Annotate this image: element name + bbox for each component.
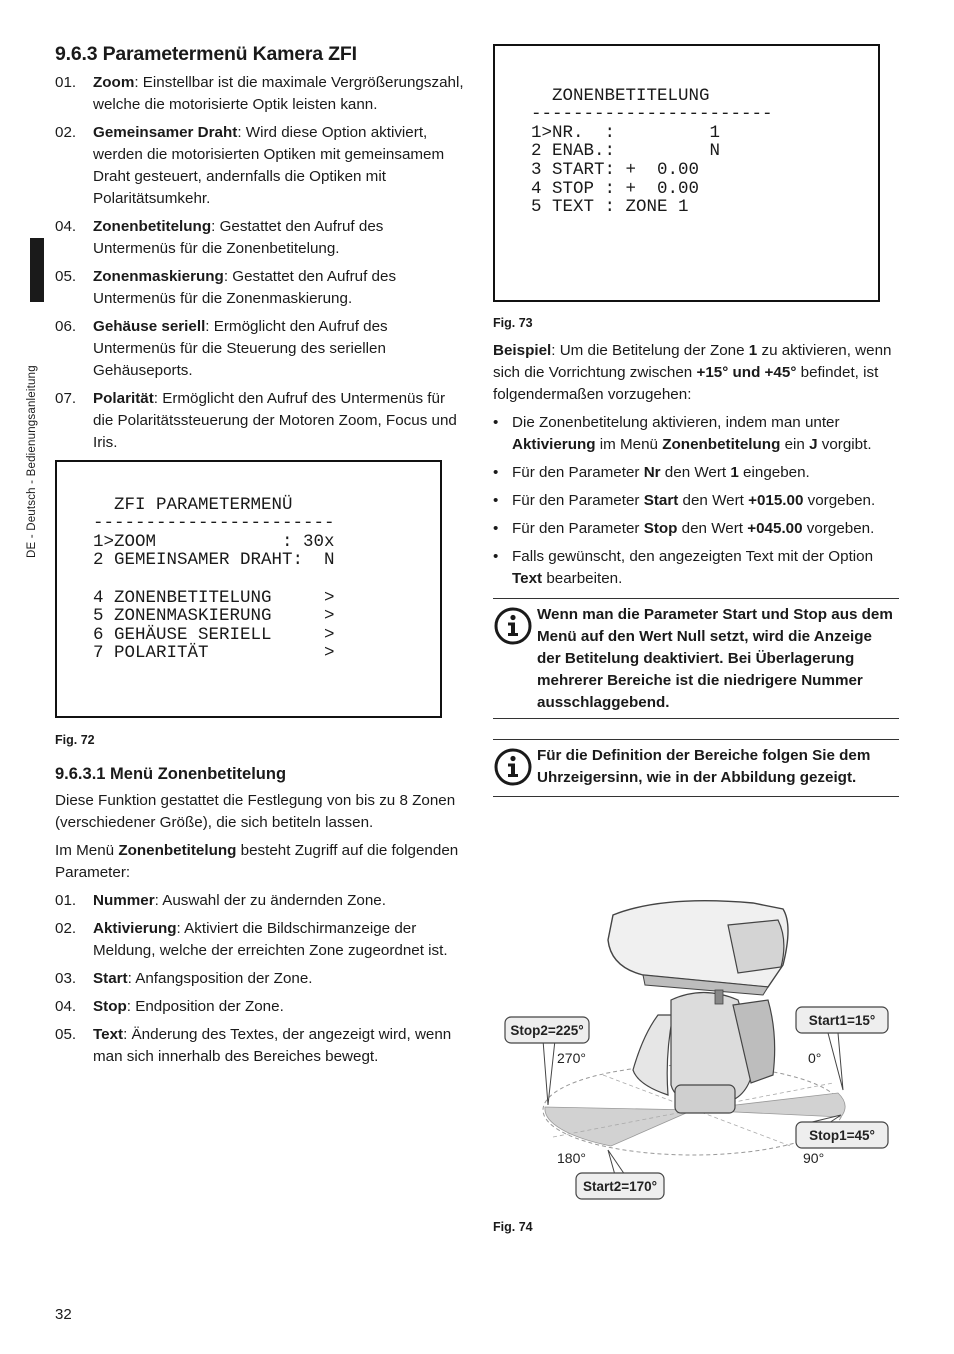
stop1-label: Stop1=45° <box>809 1128 875 1143</box>
list-item: 06. Gehäuse seriell: Ermöglicht den Aufruf des Untermenüs für die Steuerung des seriellen Gehäuseports. <box>55 318 388 379</box>
start1-pointer <box>828 1033 843 1090</box>
screen-line: ZONENBETITELUNG <box>531 85 710 106</box>
angle-label-90: 90° <box>803 1150 825 1166</box>
section-access-text: Im Menü Zonenbetitelung besteht Zugriff auf die folgenden Parameter: <box>55 842 459 881</box>
info-icon <box>493 604 537 714</box>
list-item: 01. Nummer: Auswahl der zu ändernden Zone. <box>55 892 386 909</box>
figure-caption: Fig. 74 <box>493 1220 533 1234</box>
angle-label-270: 270° <box>557 1050 586 1066</box>
list-item: • Für den Parameter Stop den Wert +045.00 vorgeben. <box>493 518 899 540</box>
info-note <box>493 739 899 797</box>
example-paragraph: Beispiel: Um die Betitelung der Zone 1 zu aktivieren, wenn sich die Vorrichtung zwischen +15° und +45° befindet, ist folgendermaßen vorzugehen: <box>493 342 892 403</box>
figure-caption: Fig. 73 <box>493 316 533 330</box>
list-item: • Für den Parameter Nr den Wert 1 eingeben. <box>493 462 899 484</box>
list-item: 01. Zoom: Einstellbar ist die maximale Vergrößerungszahl, welche die motorisierte Optik leisten kann. <box>55 74 464 113</box>
list-item: 04. Stop: Endposition der Zone. <box>55 998 284 1015</box>
zone-parameter-list <box>55 890 465 1068</box>
screen-line: ----------------------- <box>93 513 335 534</box>
screen-line: 2 GEMEINSAMER DRAHT: N <box>93 550 335 571</box>
zone2-shaded-area <box>545 1107 693 1146</box>
note-text: Für die Definition der Bereiche folgen Sie dem Uhrzeigersinn, wie in der Abbildung gezeigt. <box>537 747 871 786</box>
language-tab-marker <box>30 238 44 302</box>
info-note <box>493 598 899 719</box>
angle-label-180: 180° <box>557 1150 586 1166</box>
screen-line: 5 ZONENMASKIERUNG > <box>93 606 335 627</box>
list-item: 02. Gemeinsamer Draht: Wird diese Option aktiviert, werden die motorisierten Optiken mit gemeinsamem Draht gesteuert, andernfalls die Optiken mit Polaritätsumkehr. <box>55 124 445 207</box>
list-item: 03. Start: Anfangsposition der Zone. <box>55 970 313 987</box>
screen-line <box>93 570 440 589</box>
ptz-camera-illustration <box>608 901 788 1113</box>
screen-line: 2 ENAB.: N <box>531 141 721 162</box>
sidebar-language-label: DE - Deutsch - Bedienungsanleitung <box>26 365 38 558</box>
stop2-pointer <box>543 1040 555 1105</box>
screen-line: 3 START: + 0.00 <box>531 159 700 180</box>
screen-line: 4 ZONENBETITELUNG > <box>93 587 335 608</box>
start2-pointer <box>608 1150 625 1175</box>
section-heading-9-6-3: 9.6.3 Parametermenü Kamera ZFI <box>55 43 357 65</box>
figure-caption: Fig. 72 <box>55 733 95 747</box>
list-item: 05. Text: Änderung des Textes, der angezeigt wird, wenn man sich innerhalb des Bereiches bewegt. <box>55 1026 452 1065</box>
start1-label: Start1=15° <box>808 1013 876 1028</box>
list-item: • Die Zonenbetitelung aktivieren, indem man unter Aktivierung im Menü Zonenbetitelung ein J vorgibt. <box>493 412 899 456</box>
right-column <box>493 40 899 797</box>
section-intro: Diese Funktion gestattet die Festlegung von bis zu 8 Zonen (verschiedener Größe), die sich betiteln lassen. <box>55 792 456 831</box>
screen-line: ZFI PARAMETERMENÜ <box>93 494 293 515</box>
screen-line: 4 STOP : + 0.00 <box>531 178 700 199</box>
section-heading-9-6-3-1: 9.6.3.1 Menü Zonenbetitelung <box>55 765 287 783</box>
screen-line: 1>ZOOM : 30x <box>93 531 335 552</box>
screen-line: 7 POLARITÄT > <box>93 643 335 664</box>
screen-line: ----------------------- <box>531 104 773 125</box>
list-item: • Falls gewünscht, den angezeigten Text mit der Option Text bearbeiten. <box>493 546 899 590</box>
zone-titling-menu-screen <box>493 44 880 302</box>
stop2-label: Stop2=225° <box>510 1023 584 1038</box>
note-text: Wenn man die Parameter Start und Stop aus dem Menü auf den Wert Null setzt, wird die Anzeige der Betitelung deaktiviert. Bei Überlagerung mehrerer Bereiche ist die niedrigere Nummer ausschlaggebend. <box>537 606 893 711</box>
list-item: 02. Aktivierung: Aktiviert die Bildschirmanzeige der Meldung, welche der erreichten Zone zugeordnet ist. <box>55 920 448 959</box>
list-item: 04. Zonenbetitelung: Gestattet den Aufruf des Untermenüs für die Zonenbetitelung. <box>55 218 384 257</box>
zfi-parameter-menu-screen <box>55 460 442 718</box>
left-column <box>55 40 465 1074</box>
start2-label: Start2=170° <box>582 1179 658 1194</box>
example-steps <box>493 412 899 590</box>
info-icon <box>493 745 537 792</box>
screen-line: 1>NR. : 1 <box>531 122 721 143</box>
list-item: 07. Polarität: Ermöglicht den Aufruf des Untermenüs für die Polaritätssteuerung der Motoren Zoom, Focus und Iris. <box>55 390 457 451</box>
page-number: 32 <box>55 1306 72 1323</box>
list-item: 05. Zonenmaskierung: Gestattet den Aufruf des Untermenüs für die Zonenmaskierung. <box>55 268 397 307</box>
screen-line: 5 TEXT : ZONE 1 <box>531 197 689 218</box>
angle-label-0: 0° <box>808 1050 822 1066</box>
zone-angle-diagram <box>493 895 899 1234</box>
list-item: • Für den Parameter Start den Wert +015.00 vorgeben. <box>493 490 899 512</box>
zfi-parameter-list <box>55 72 465 454</box>
screen-line: 6 GEHÄUSE SERIELL > <box>93 624 335 645</box>
